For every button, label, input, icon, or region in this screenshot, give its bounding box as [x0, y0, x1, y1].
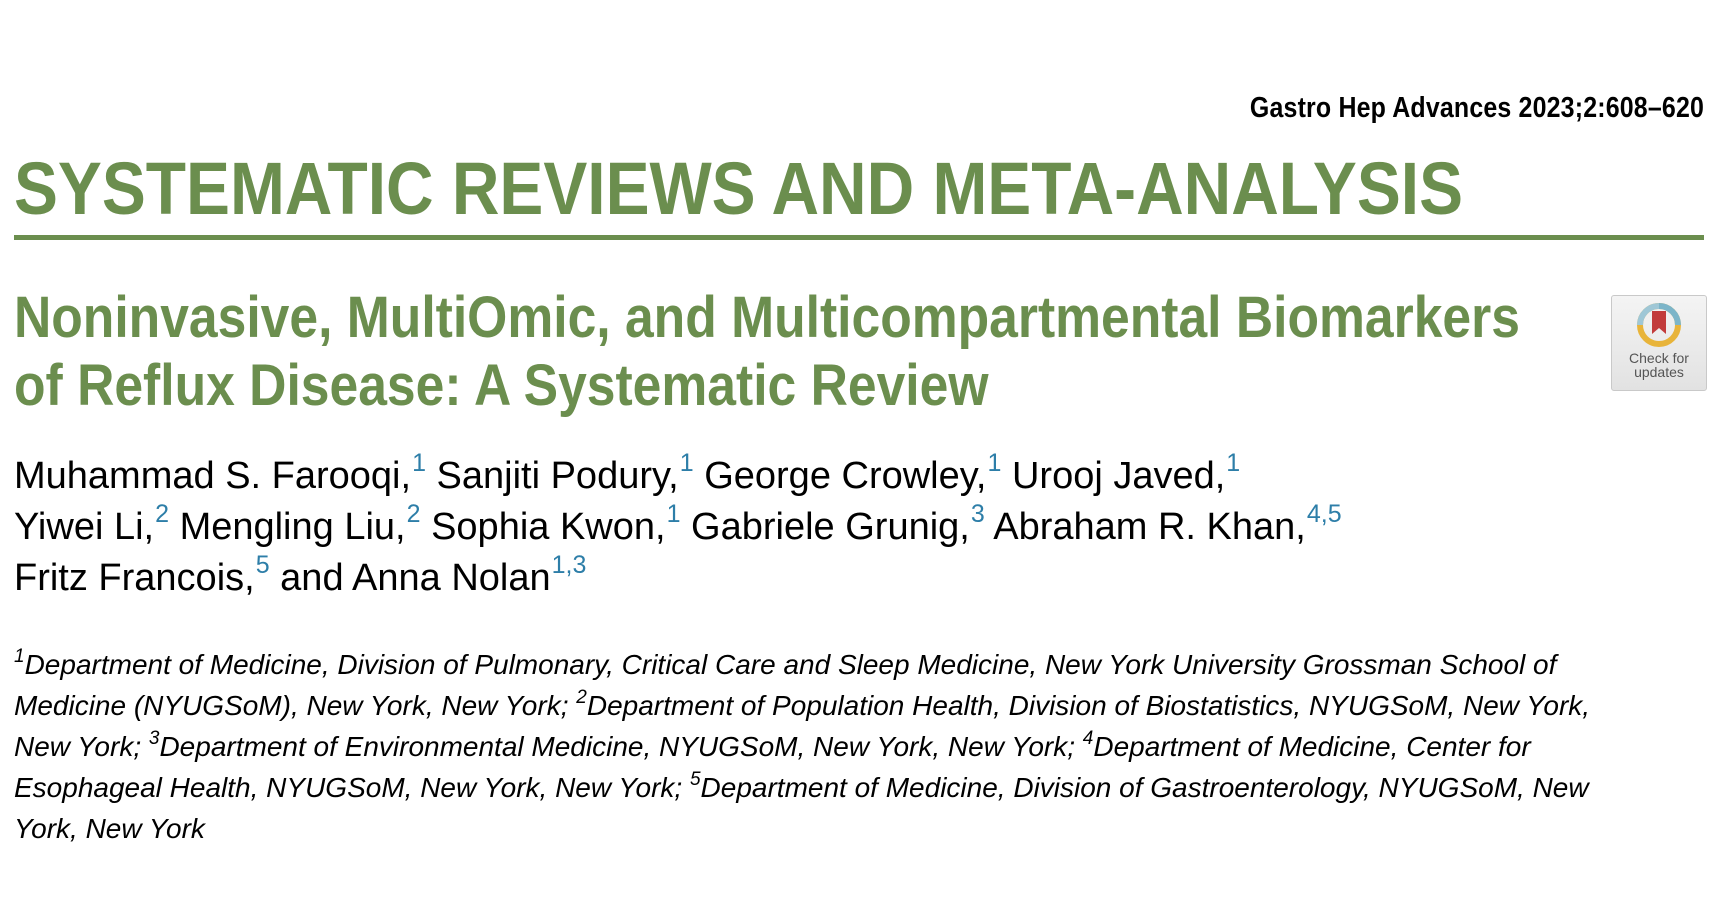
badge-label-line-1: Check for — [1629, 350, 1689, 366]
article-title — [14, 284, 1520, 420]
check-for-updates-label — [1612, 351, 1706, 379]
author-line-2 — [14, 500, 1574, 555]
affiliation-text: Department of Population Health, Division of Biostatistics, NYUGSoM, New York, — [586, 690, 1591, 721]
affiliation-ref[interactable]: 1 — [679, 449, 694, 477]
affiliation-line-5 — [14, 810, 1706, 847]
affiliation-ref[interactable]: 2 — [155, 500, 169, 528]
affiliation-ref[interactable]: 2 — [406, 500, 421, 528]
affiliation-ref[interactable]: 1 — [412, 449, 426, 477]
author — [14, 449, 426, 497]
check-for-updates-icon — [1634, 300, 1684, 350]
journal-citation: Gastro Hep Advances 2023;2:608–620 — [1249, 92, 1704, 124]
badge-label-line-2: updates — [1634, 364, 1684, 380]
affiliation-line-1 — [14, 646, 1706, 687]
affiliation-number: 2 — [576, 687, 587, 708]
author-name: George Crowley, — [704, 455, 987, 497]
section-divider — [14, 235, 1704, 240]
affiliation-text: Esophageal Health, NYUGSoM, New York, New York; — [14, 772, 690, 803]
affiliation-ref[interactable]: 4,5 — [1306, 500, 1342, 528]
author-name: Abraham R. Khan, — [993, 506, 1306, 548]
author-name: Fritz Francois, — [14, 557, 255, 599]
affiliation-ref[interactable]: 3 — [970, 500, 985, 528]
affiliation-number: 3 — [148, 728, 160, 749]
author-name: Mengling Liu, — [179, 506, 406, 548]
author-name: and Anna Nolan — [280, 557, 551, 599]
author-name: Sophia Kwon, — [431, 506, 666, 548]
author-line-3 — [14, 551, 1574, 606]
author — [431, 500, 681, 548]
affiliation-text: Department of Medicine, Center for — [1093, 731, 1531, 762]
author-name: Yiwei Li, — [14, 506, 155, 548]
affiliation-text: Department of Medicine, Division of Pulmonary, Critical Care and Sleep Medicine, New York University Grossman School of — [24, 649, 1557, 680]
article-title-line-2: of Reflux Disease: A Systematic Review — [14, 353, 989, 418]
author-line-1 — [14, 449, 1574, 504]
section-title: SYSTEMATIC REVIEWS AND META-ANALYSIS — [14, 147, 1464, 230]
affiliation-text: Medicine (NYUGSoM), New York, New York; — [14, 690, 577, 721]
affiliations — [14, 646, 1706, 847]
author — [691, 500, 985, 548]
affiliation-line-3 — [14, 728, 1706, 769]
affiliation-ref[interactable]: 1 — [1226, 449, 1241, 477]
article-title-line-1: Noninvasive, MultiOmic, and Multicompartmental Biomarkers — [14, 285, 1520, 350]
affiliation-ref[interactable]: 1 — [666, 500, 681, 528]
author — [993, 500, 1342, 548]
affiliation-text: Department of Environmental Medicine, NYUGSoM, New York, New York; — [159, 731, 1083, 762]
affiliation-line-4 — [14, 769, 1706, 810]
author-name: Gabriele Grunig, — [691, 506, 970, 548]
check-for-updates-badge[interactable] — [1611, 295, 1707, 391]
affiliation-text: New York; — [14, 731, 149, 762]
affiliation-number: 1 — [14, 646, 25, 667]
affiliation-ref[interactable]: 1 — [987, 449, 1002, 477]
affiliation-number: 4 — [1082, 728, 1094, 749]
author-name: Muhammad S. Farooqi, — [14, 455, 412, 497]
author — [179, 500, 421, 548]
author — [280, 551, 587, 599]
affiliation-ref[interactable]: 5 — [255, 551, 270, 579]
affiliation-line-2 — [14, 687, 1706, 728]
author-list — [14, 449, 1574, 606]
author-name: Sanjiti Podury, — [436, 455, 679, 497]
affiliation-text: Department of Medicine, Division of Gastroenterology, NYUGSoM, New — [700, 772, 1589, 803]
author — [1011, 449, 1241, 497]
author — [14, 500, 169, 548]
author-name: Urooj Javed, — [1011, 455, 1226, 497]
affiliation-ref[interactable]: 1,3 — [551, 551, 587, 579]
author — [704, 449, 1002, 497]
affiliation-text: York, New York — [14, 813, 205, 844]
author — [436, 449, 694, 497]
affiliation-number: 5 — [689, 769, 701, 790]
author — [14, 551, 270, 599]
